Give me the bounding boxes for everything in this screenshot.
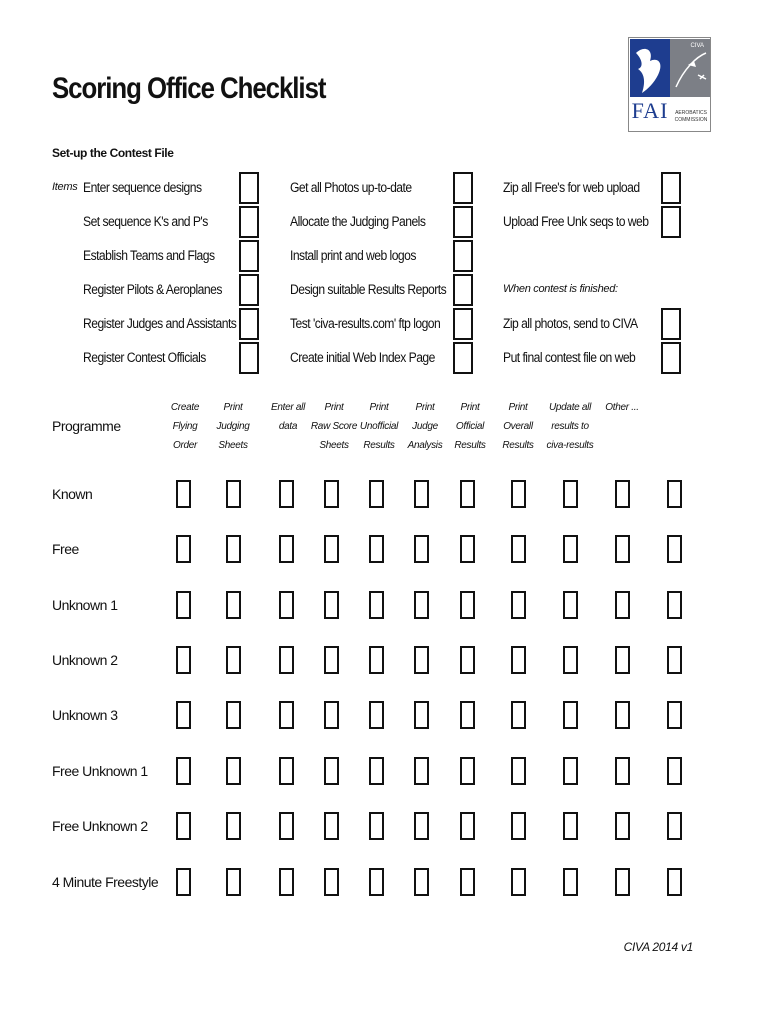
programme-checkbox[interactable]	[226, 535, 241, 563]
programme-checkbox[interactable]	[324, 591, 339, 619]
eagle-emblem	[630, 39, 670, 97]
task-label: Register Contest Officials	[83, 350, 206, 365]
programme-checkbox[interactable]	[460, 701, 475, 729]
programme-checkbox[interactable]	[511, 591, 526, 619]
column-header: Print Overall Results	[502, 402, 534, 451]
column-header: Print Judge Analysis	[407, 402, 443, 451]
programme-checkbox[interactable]	[279, 646, 294, 674]
programme-checkbox[interactable]	[511, 812, 526, 840]
programme-row-label: Free	[52, 541, 79, 557]
task-checkbox[interactable]	[239, 206, 259, 238]
task-checkbox[interactable]	[453, 342, 473, 374]
programme-row-label: Unknown 1	[52, 597, 118, 613]
programme-checkbox[interactable]	[563, 591, 578, 619]
task-label: Design suitable Results Reports	[290, 282, 447, 297]
programme-checkbox[interactable]	[667, 480, 682, 508]
finish-note: When contest is finished:	[503, 283, 618, 295]
task-checkbox[interactable]	[239, 172, 259, 204]
task-checkbox[interactable]	[453, 206, 473, 238]
programme-checkbox[interactable]	[615, 591, 630, 619]
programme-checkbox[interactable]	[176, 480, 191, 508]
programme-checkbox[interactable]	[369, 868, 384, 896]
programme-checkbox[interactable]	[226, 868, 241, 896]
programme-checkbox[interactable]	[369, 535, 384, 563]
programme-checkbox[interactable]	[667, 701, 682, 729]
programme-checkbox[interactable]	[414, 868, 429, 896]
programme-checkbox[interactable]	[324, 535, 339, 563]
programme-checkbox[interactable]	[226, 757, 241, 785]
column-header: Print Judging Sheets	[216, 402, 250, 451]
programme-checkbox[interactable]	[279, 701, 294, 729]
task-label: Allocate the Judging Panels	[290, 214, 426, 229]
task-checkbox[interactable]	[453, 172, 473, 204]
programme-checkbox[interactable]	[279, 535, 294, 563]
column-header: Print Unofficial Results	[359, 402, 399, 451]
programme-checkbox[interactable]	[511, 480, 526, 508]
programme-checkbox[interactable]	[279, 868, 294, 896]
task-label: Upload Free Unk seqs to web	[503, 214, 649, 229]
programme-checkbox[interactable]	[279, 480, 294, 508]
task-checkbox[interactable]	[239, 240, 259, 272]
programme-checkbox[interactable]	[511, 757, 526, 785]
items-label: Items	[52, 181, 78, 193]
programme-checkbox[interactable]	[324, 701, 339, 729]
programme-checkbox[interactable]	[279, 812, 294, 840]
aircraft-emblem	[670, 39, 710, 97]
programme-checkbox[interactable]	[667, 812, 682, 840]
programme-row-label: 4 Minute Freestyle	[52, 874, 159, 890]
task-checkbox[interactable]	[453, 308, 473, 340]
programme-checkbox[interactable]	[369, 480, 384, 508]
programme-checkbox[interactable]	[615, 812, 630, 840]
programme-checkbox[interactable]	[460, 646, 475, 674]
programme-checkbox[interactable]	[176, 812, 191, 840]
programme-checkbox[interactable]	[226, 591, 241, 619]
task-label: Register Pilots & Aeroplanes	[83, 282, 222, 297]
column-header: Enter all data	[271, 402, 305, 432]
programme-checkbox[interactable]	[460, 757, 475, 785]
programme-checkbox[interactable]	[279, 757, 294, 785]
programme-checkbox[interactable]	[615, 701, 630, 729]
task-label: Zip all photos, send to CIVA	[503, 316, 638, 331]
programme-checkbox[interactable]	[226, 646, 241, 674]
programme-row-label: Free Unknown 1	[52, 763, 148, 779]
column-header: Other ...	[605, 402, 639, 413]
task-checkbox[interactable]	[453, 274, 473, 306]
programme-checkbox[interactable]	[615, 757, 630, 785]
programme-checkbox[interactable]	[615, 535, 630, 563]
task-label: Put final contest file on web	[503, 350, 636, 365]
programme-checkbox[interactable]	[563, 701, 578, 729]
programme-checkbox[interactable]	[324, 646, 339, 674]
task-checkbox[interactable]	[661, 172, 681, 204]
column-header: Print Raw Score Sheets	[310, 402, 358, 451]
task-checkbox[interactable]	[453, 240, 473, 272]
programme-checkbox[interactable]	[176, 591, 191, 619]
programme-checkbox[interactable]	[563, 480, 578, 508]
programme-checkbox[interactable]	[414, 591, 429, 619]
programme-checkbox[interactable]	[369, 812, 384, 840]
programme-checkbox[interactable]	[414, 701, 429, 729]
programme-checkbox[interactable]	[369, 701, 384, 729]
programme-row-label: Known	[52, 486, 93, 502]
logo-badge: CIVA	[690, 43, 704, 49]
programme-checkbox[interactable]	[226, 812, 241, 840]
programme-checkbox[interactable]	[324, 757, 339, 785]
page-title: Scoring Office Checklist	[52, 72, 326, 105]
task-label: Create initial Web Index Page	[290, 350, 435, 365]
programme-checkbox[interactable]	[324, 812, 339, 840]
programme-checkbox[interactable]	[414, 757, 429, 785]
task-label: Get all Photos up-to-date	[290, 180, 412, 195]
programme-checkbox[interactable]	[511, 535, 526, 563]
programme-checkbox[interactable]	[176, 646, 191, 674]
programme-checkbox[interactable]	[279, 591, 294, 619]
programme-row-label: Free Unknown 2	[52, 818, 148, 834]
programme-checkbox[interactable]	[667, 535, 682, 563]
programme-row-label: Unknown 3	[52, 707, 118, 723]
programme-checkbox[interactable]	[667, 868, 682, 896]
task-checkbox[interactable]	[661, 308, 681, 340]
programme-checkbox[interactable]	[563, 646, 578, 674]
column-header: Print Official Results	[454, 402, 486, 451]
programme-checkbox[interactable]	[176, 535, 191, 563]
fai-civa-logo	[628, 37, 711, 132]
programme-checkbox[interactable]	[615, 868, 630, 896]
programme-checkbox[interactable]	[460, 591, 475, 619]
column-header: Update all results to civa-results	[546, 402, 594, 451]
programme-checkbox[interactable]	[324, 868, 339, 896]
task-label: Enter sequence designs	[83, 180, 202, 195]
programme-checkbox[interactable]	[369, 646, 384, 674]
programme-checkbox[interactable]	[563, 535, 578, 563]
programme-checkbox[interactable]	[615, 480, 630, 508]
logo-subtitle: AEROBATICS COMMISSION	[674, 110, 708, 123]
logo-fai-text: FAI	[631, 98, 669, 123]
column-header: Create Flying Order	[170, 402, 200, 451]
task-label: Install print and web logos	[290, 248, 416, 263]
setup-heading: Set-up the Contest File	[52, 146, 174, 160]
programme-checkbox[interactable]	[176, 868, 191, 896]
task-label: Set sequence K's and P's	[83, 214, 208, 229]
programme-heading: Programme	[52, 418, 121, 434]
programme-checkbox[interactable]	[414, 535, 429, 563]
programme-checkbox[interactable]	[563, 868, 578, 896]
version-footer: CIVA 2014 v1	[623, 940, 693, 954]
programme-checkbox[interactable]	[324, 480, 339, 508]
programme-checkbox[interactable]	[176, 701, 191, 729]
task-checkbox[interactable]	[239, 274, 259, 306]
programme-checkbox[interactable]	[414, 812, 429, 840]
programme-checkbox[interactable]	[176, 757, 191, 785]
task-checkbox[interactable]	[239, 308, 259, 340]
task-checkbox[interactable]	[661, 342, 681, 374]
programme-checkbox[interactable]	[369, 757, 384, 785]
programme-checkbox[interactable]	[226, 480, 241, 508]
task-label: Zip all Free's for web upload	[503, 180, 640, 195]
programme-checkbox[interactable]	[563, 812, 578, 840]
task-checkbox[interactable]	[661, 206, 681, 238]
programme-checkbox[interactable]	[414, 480, 429, 508]
programme-checkbox[interactable]	[511, 646, 526, 674]
programme-checkbox[interactable]	[460, 480, 475, 508]
programme-checkbox[interactable]	[511, 868, 526, 896]
programme-checkbox[interactable]	[667, 646, 682, 674]
programme-checkbox[interactable]	[369, 591, 384, 619]
task-label: Establish Teams and Flags	[83, 248, 215, 263]
programme-checkbox[interactable]	[414, 646, 429, 674]
programme-checkbox[interactable]	[460, 535, 475, 563]
programme-checkbox[interactable]	[667, 757, 682, 785]
programme-checkbox[interactable]	[667, 591, 682, 619]
programme-checkbox[interactable]	[460, 812, 475, 840]
task-checkbox[interactable]	[239, 342, 259, 374]
programme-checkbox[interactable]	[615, 646, 630, 674]
programme-checkbox[interactable]	[563, 757, 578, 785]
task-label: Test 'civa-results.com' ftp logon	[290, 316, 441, 331]
task-label: Register Judges and Assistants	[83, 316, 237, 331]
programme-checkbox[interactable]	[460, 868, 475, 896]
programme-checkbox[interactable]	[511, 701, 526, 729]
programme-checkbox[interactable]	[226, 701, 241, 729]
programme-row-label: Unknown 2	[52, 652, 118, 668]
